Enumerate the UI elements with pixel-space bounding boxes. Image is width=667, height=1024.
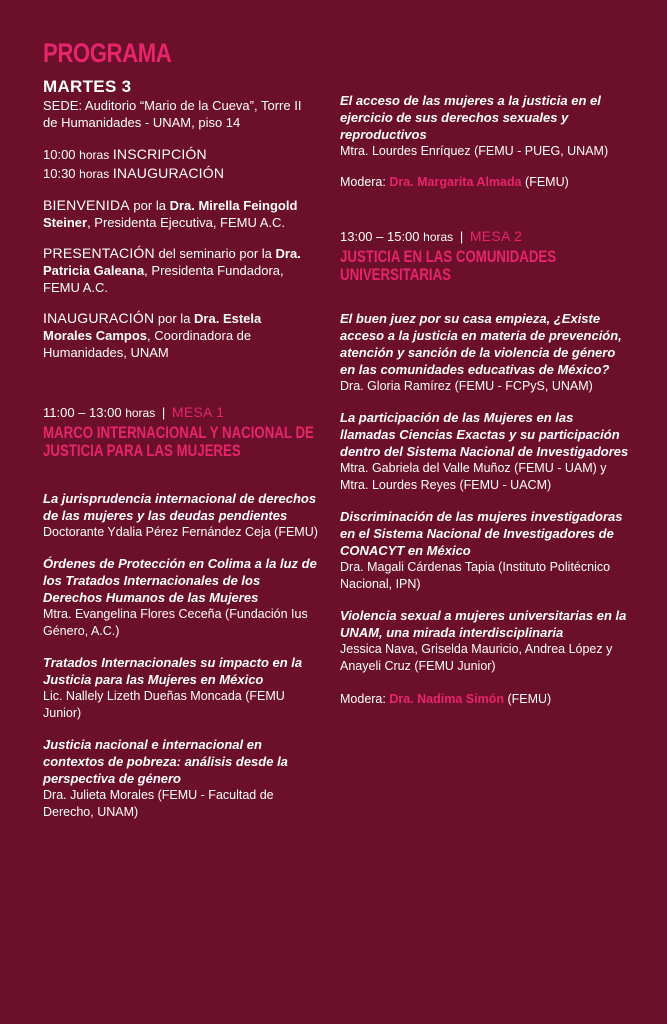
talk-title: Violencia sexual a mujeres universitarias en la UNAM, una mirada interdisciplinaria [340, 608, 627, 640]
talk-title: La participación de las Mujeres en las llamadas Ciencias Exactas y su participación dentro del Sistema Nacional de Investigadores [340, 410, 629, 459]
talk-item [43, 490, 318, 541]
venue-text: SEDE: Auditorio “Mario de la Cueva”, Torre II de Humanidades - UNAM, piso 14 [43, 98, 302, 130]
talk-speaker: Mtra. Evangelina Flores Ceceña (Fundación Ius Género, A.C.) [43, 607, 308, 638]
page-title: PROGRAMA [43, 38, 172, 68]
mesa-1-section [43, 403, 318, 821]
talk-title: Tratados Internacionales su impacto en la Justicia para las Mujeres en México [43, 655, 303, 687]
schedule-inauguracion: 10:30 horas INAUGURACIÓN [43, 165, 225, 181]
talk-speaker: Mtra. Lourdes Enríquez (FEMU - PUEG, UNAM) [340, 144, 609, 158]
talk-item [340, 310, 630, 395]
talk-item [340, 607, 630, 675]
mesa-2-section [340, 227, 630, 708]
talk-title: El buen juez por su casa empieza, ¿Existe acceso a la justicia en materia de prevención, atención y sanción de la violencia de género en las comunidades educativas de México? [340, 311, 622, 377]
talk-speaker: Dra. Julieta Morales (FEMU - Facultad de Derecho, UNAM) [43, 788, 274, 819]
right-column [340, 92, 630, 708]
talk-title: Órdenes de Protección en Colima a la luz de los Tratados Internacionales de los Derechos Humanos de las Mujeres [43, 556, 317, 605]
talk-speaker: Doctorante Ydalia Pérez Fernández Ceja (FEMU) [43, 525, 318, 539]
talk-item [43, 654, 318, 722]
mesa-1-time: 11:00 – 13:00 horas | MESA 1 [43, 404, 225, 420]
talk-speaker: Mtra. Gabriela del Valle Muñoz (FEMU - UAM) y Mtra. Lourdes Reyes (FEMU - UACM) [340, 461, 607, 492]
left-column [43, 38, 318, 835]
talk-speaker: Jessica Nava, Griselda Mauricio, Andrea López y Anayeli Cruz (FEMU Junior) [340, 642, 613, 673]
talk-title: Discriminación de las mujeres investigadoras en el Sistema Nacional de Investigadores de CONACYT en México [340, 509, 623, 558]
talk-title: Justicia nacional e internacional en contextos de pobreza: análisis desde la perspectiva de género [43, 737, 288, 786]
talk-item [340, 92, 630, 160]
talk-speaker: Lic. Nallely Lizeth Dueñas Moncada (FEMU Junior) [43, 689, 285, 720]
mesa-1-title: MARCO INTERNACIONAL Y NACIONAL DE JUSTICIA PARA LAS MUJERES [43, 423, 314, 460]
talk-speaker: Dra. Magali Cárdenas Tapia (Instituto Politécnico Nacional, IPN) [340, 560, 611, 591]
mesa-2-title: JUSTICIA EN LAS COMUNIDADES UNIVERSITARIAS [340, 247, 557, 284]
talk-title: La jurisprudencia internacional de derechos de las mujeres y las deudas pendientes [43, 491, 317, 523]
inauguracion-entry: INAUGURACIÓN por la Dra. Estela Morales Campos, Coordinadora de Humanidades, UNAM [43, 310, 262, 360]
schedule-inscripcion: 10:00 horas INSCRIPCIÓN [43, 146, 207, 162]
talk-title: El acceso de las mujeres a la justicia en el ejercicio de sus derechos sexuales y reproductivos [340, 93, 601, 142]
talk-item [43, 736, 318, 821]
day-heading: MARTES 3 [43, 77, 132, 96]
talk-speaker: Dra. Gloria Ramírez (FEMU - FCPyS, UNAM) [340, 379, 593, 393]
bienvenida-entry: BIENVENIDA por la Dra. Mirella Feingold Steiner, Presidenta Ejecutiva, FEMU A.C. [43, 197, 298, 230]
talk-item [340, 409, 630, 494]
talk-item [340, 508, 630, 593]
presentacion-entry: PRESENTACIÓN del seminario por la Dra. Patricia Galeana, Presidenta Fundadora, FEMU A.C. [43, 245, 301, 295]
mesa-2-time: 13:00 – 15:00 horas | MESA 2 [340, 228, 523, 244]
moderator-line: Modera: Dra. Nadima Simón (FEMU) [340, 692, 552, 706]
moderator-line: Modera: Dra. Margarita Almada (FEMU) [340, 175, 569, 189]
talk-item [43, 555, 318, 640]
